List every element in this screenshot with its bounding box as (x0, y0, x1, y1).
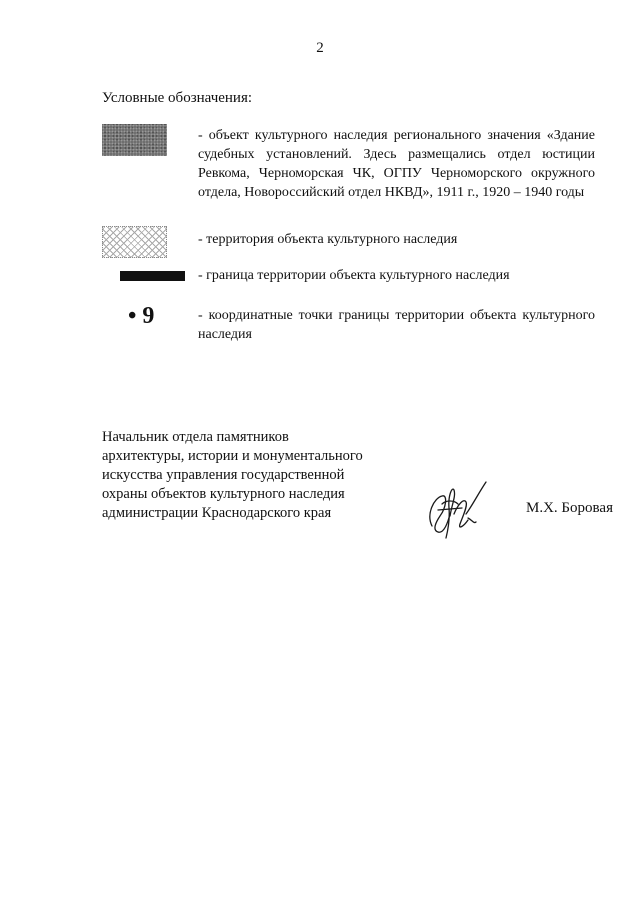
signer-position-line: охраны объектов культурного наследия (102, 486, 345, 502)
signer-position-line: искусства управления государственной (102, 467, 345, 483)
legend-item-boundary-text: - граница территории объекта культурного наследия (198, 268, 510, 283)
signer-position-line: архитектуры, истории и монументального (102, 448, 363, 464)
legend-item-points-text: - координатные точки границы территории объекта культурного наследия (198, 308, 595, 342)
coordinate-point-marker: • 9 (128, 303, 155, 329)
boundary-line-swatch (120, 271, 185, 281)
object-fill-swatch (102, 124, 167, 156)
handwritten-signature (418, 474, 498, 544)
territory-hatch-swatch (102, 226, 167, 258)
legend-item-territory-text: - территория объекта культурного наследия (198, 232, 458, 247)
signer-position-line: администрации Краснодарского края (102, 505, 332, 521)
signer-position-line: Начальник отдела памятников (102, 429, 289, 445)
signer-position (102, 428, 402, 523)
page-number: 2 (316, 40, 324, 56)
signer-name: М.Х. Боровая (526, 500, 613, 516)
legend-item-object-text: - объект культурного наследия регионального значения «Здание судебных установлений. Здесь размещались отдел юстиции Ревкома, Черноморская ЧК, ОГПУ Черноморского окружного отдела, Новороссийский отдел НКВД», 1911 г., 1920 – 1940 годы (198, 128, 595, 200)
legend-heading: Условные обозначения: (102, 90, 253, 106)
